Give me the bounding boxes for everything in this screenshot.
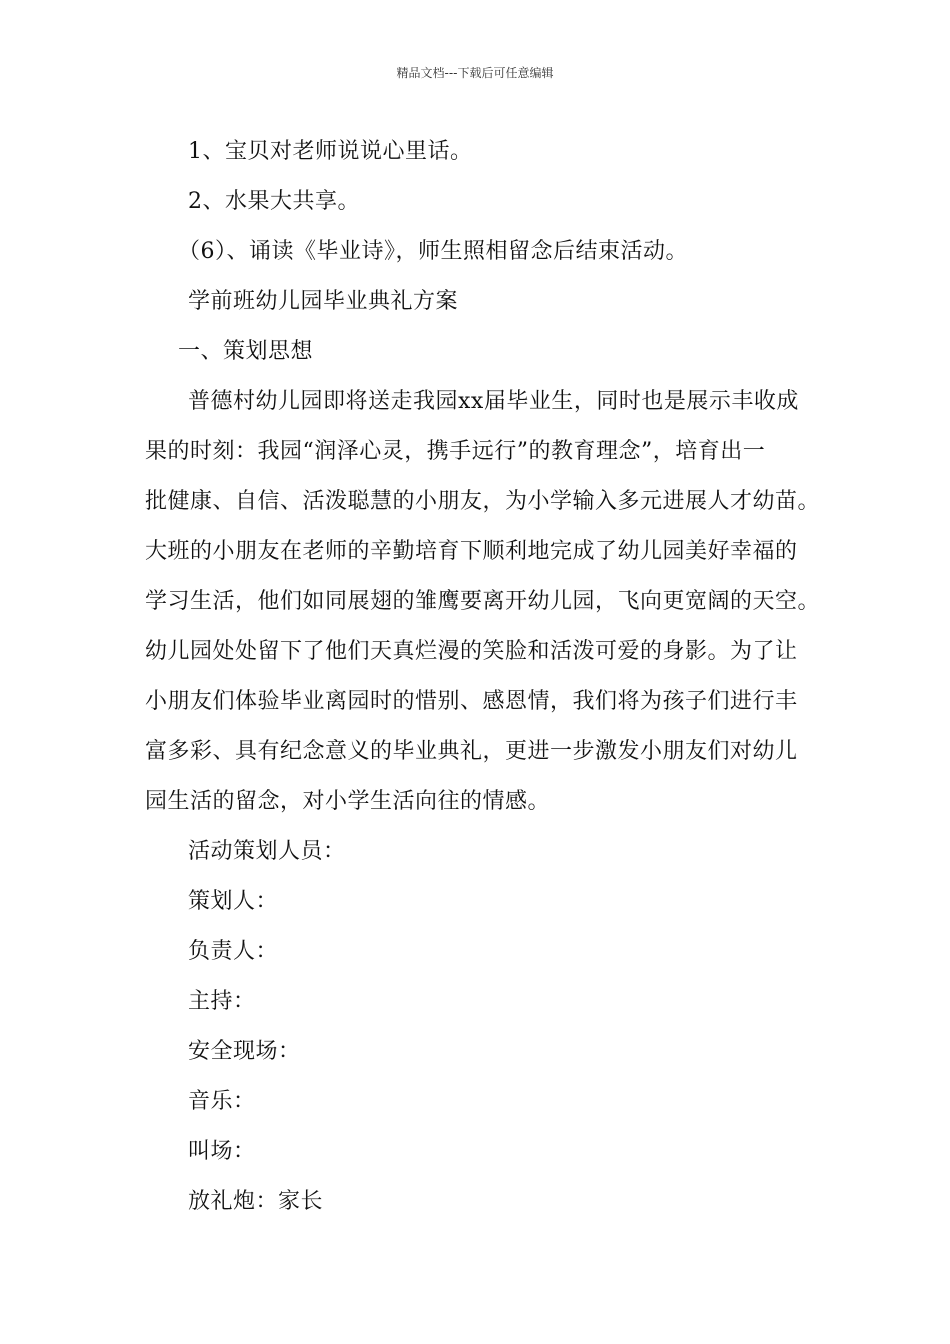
paragraph-line: 学习生活，他们如同展翅的雏鹰要离开幼儿园，飞向更宽阔的天空。 [145, 589, 821, 614]
section-heading: 一、策划思想 [178, 339, 314, 364]
section-title: 学前班幼儿园毕业典礼方案 [188, 289, 459, 314]
paragraph-line: 小朋友们体验毕业离园时的惜别、感恩情，我们将为孩子们进行丰 [145, 689, 798, 714]
paragraph-line: 园生活的留念，对小学生活向往的情感。 [145, 789, 551, 814]
paragraph-line: 大班的小朋友在老师的辛勤培育下顺利地完成了幼儿园美好幸福的 [145, 539, 798, 564]
paragraph-line: 幼儿园处处留下了他们天真烂漫的笑脸和活泼可爱的身影。为了让 [145, 639, 798, 664]
list-item: 活动策划人员： [188, 839, 346, 864]
list-item: 策划人： [188, 889, 279, 914]
paragraph-line: 果的时刻：我园“润泽心灵，携手远行”的教育理念”，培育出一 [145, 439, 766, 464]
list-item: 音乐： [188, 1089, 256, 1114]
list-item: 叫场： [188, 1139, 256, 1164]
page-header: 精品文档---下载后可任意编辑 [396, 66, 554, 80]
list-item: 负责人： [188, 939, 279, 964]
paragraph-line: 富多彩、具有纪念意义的毕业典礼，更进一步激发小朋友们对幼儿 [145, 739, 798, 764]
paragraph-line: 1、宝贝对老师说说心里话。 [188, 139, 473, 164]
paragraph-line: 批健康、自信、活泼聪慧的小朋友，为小学输入多元进展人才幼苗。 [145, 489, 821, 514]
list-item: 放礼炮：家长 [188, 1189, 324, 1214]
paragraph-line: （6）、诵读《毕业诗》，师生照相留念后结束活动。 [178, 239, 688, 264]
paragraph-line: 2、水果大共享。 [188, 189, 360, 214]
list-item: 安全现场： [188, 1039, 301, 1064]
list-item: 主持： [188, 989, 256, 1014]
paragraph-line: 普德村幼儿园即将送走我园xx届毕业生，同时也是展示丰收成 [188, 389, 799, 414]
